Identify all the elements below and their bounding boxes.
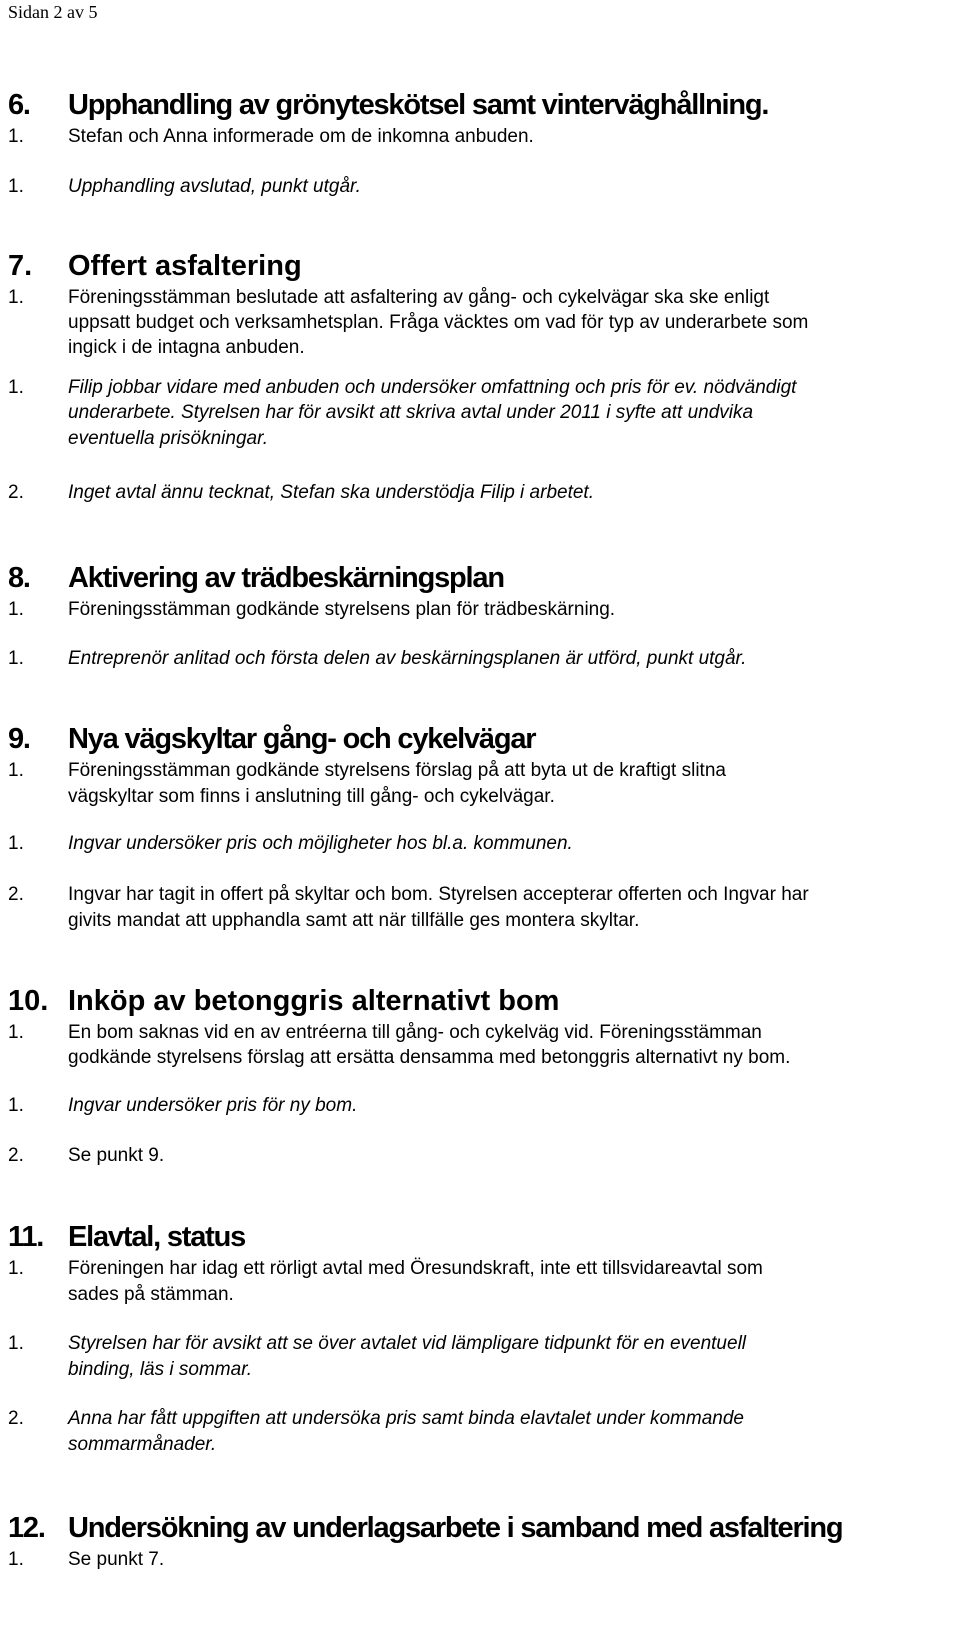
- item-number: 2.: [8, 1145, 24, 1166]
- section-title: Undersökning av underlagsarbete i samband med asfaltering: [68, 1512, 843, 1544]
- section-number: 9.: [8, 723, 30, 755]
- item-number: 1.: [8, 126, 24, 147]
- item-text: Föreningsstämman beslutade att asfaltering av gång- och cykelvägar ska ske enligt: [68, 287, 770, 308]
- item-text: sommarmånader.: [68, 1434, 217, 1455]
- item-text: Inget avtal ännu tecknat, Stefan ska understödja Filip i arbetet.: [68, 482, 594, 503]
- item-text: ingick i de intagna anbuden.: [68, 337, 305, 358]
- item-number: 1.: [8, 1258, 24, 1279]
- item-text: Anna har fått uppgiften att undersöka pris samt binda elavtalet under kommande: [68, 1408, 744, 1429]
- section-title: Upphandling av grönyteskötsel samt vinterväghållning.: [68, 89, 769, 121]
- item-text: Föreningsstämman godkände styrelsens förslag på att byta ut de kraftigt slitna: [68, 760, 726, 781]
- section-title: Elavtal, status: [68, 1221, 246, 1253]
- item-number: 1.: [8, 833, 24, 854]
- item-number: 2.: [8, 482, 24, 503]
- item-text: Styrelsen har för avsikt att se över avtalet vid lämpligare tidpunkt för en eventuell: [68, 1333, 747, 1354]
- item-text: binding, läs i sommar.: [68, 1359, 253, 1380]
- item-number: 1.: [8, 377, 24, 398]
- item-text: Ingvar undersöker pris för ny bom.: [68, 1095, 358, 1116]
- item-text: givits mandat att upphandla samt att när tillfälle ges montera skyltar.: [68, 910, 640, 931]
- section-title: Nya vägskyltar gång- och cykelvägar: [68, 723, 536, 755]
- item-text: godkände styrelsens förslag att ersätta densamma med betonggris alternativt ny bom.: [68, 1047, 791, 1068]
- item-text: Föreningen har idag ett rörligt avtal med Öresundskraft, inte ett tillsvidareavtal som: [68, 1258, 763, 1279]
- item-number: 2.: [8, 884, 24, 905]
- section-title: Offert asfaltering: [68, 250, 302, 282]
- item-text: Filip jobbar vidare med anbuden och undersöker omfattning och pris för ev. nödvändigt: [68, 377, 797, 398]
- item-number: 1.: [8, 760, 24, 781]
- item-text: vägskyltar som finns i anslutning till gång- och cykelvägar.: [68, 786, 555, 807]
- item-text: eventuella prisökningar.: [68, 428, 268, 449]
- section-number: 8.: [8, 562, 30, 594]
- section-number: 11.: [8, 1221, 44, 1253]
- item-number: 1.: [8, 599, 24, 620]
- item-number: 1.: [8, 648, 24, 669]
- section-number: 12.: [8, 1512, 45, 1544]
- item-number: 1.: [8, 1549, 24, 1570]
- item-text: Upphandling avslutad, punkt utgår.: [68, 176, 361, 197]
- section-number: 7.: [8, 250, 33, 282]
- item-text: En bom saknas vid en av entréerna till gång- och cykelväg vid. Föreningsstämman: [68, 1022, 762, 1043]
- item-number: 1.: [8, 176, 24, 197]
- item-text: uppsatt budget och verksamhetsplan. Fråga väcktes om vad för typ av underarbete som: [68, 312, 809, 333]
- page-header: Sidan 2 av 5: [8, 2, 98, 22]
- item-number: 1.: [8, 1022, 24, 1043]
- item-number: 1.: [8, 287, 24, 308]
- item-text: Ingvar undersöker pris och möjligheter hos bl.a. kommunen.: [68, 833, 573, 854]
- item-number: 2.: [8, 1408, 24, 1429]
- section-title: Inköp av betonggris alternativt bom: [68, 985, 560, 1017]
- item-text: underarbete. Styrelsen har för avsikt att skriva avtal under 2011 i syfte att undvika: [68, 402, 754, 423]
- item-text: Se punkt 7.: [68, 1549, 165, 1570]
- item-text: sades på stämman.: [68, 1284, 234, 1305]
- section-title: Aktivering av trädbeskärningsplan: [68, 562, 504, 594]
- item-text: Stefan och Anna informerade om de inkomna anbuden.: [68, 126, 534, 147]
- item-number: 1.: [8, 1095, 24, 1116]
- section-number: 6.: [8, 89, 30, 121]
- item-number: 1.: [8, 1333, 24, 1354]
- item-text: Föreningsstämman godkände styrelsens plan för trädbeskärning.: [68, 599, 616, 620]
- item-text: Se punkt 9.: [68, 1145, 165, 1166]
- section-number: 10.: [8, 985, 49, 1017]
- item-text: Ingvar har tagit in offert på skyltar och bom. Styrelsen accepterar offerten och Ingvar har: [68, 884, 809, 905]
- item-text: Entreprenör anlitad och första delen av beskärningsplanen är utförd, punkt utgår.: [68, 648, 747, 669]
